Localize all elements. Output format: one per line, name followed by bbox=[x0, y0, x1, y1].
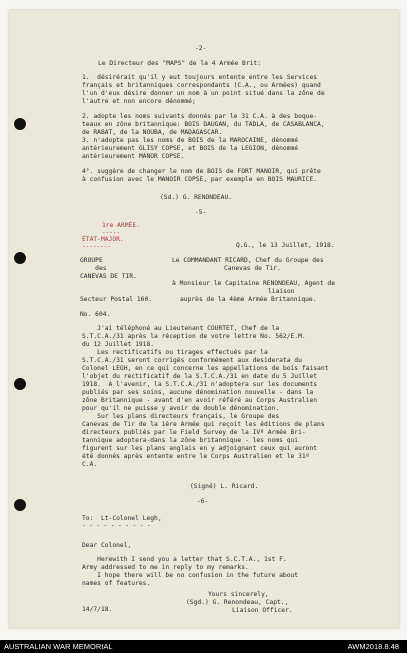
body-line: zône Britannique - avant d'en avoir référé au Corps Australien bbox=[82, 397, 318, 404]
letter-line: Army addressed to me in reply to my remarks. bbox=[82, 564, 249, 571]
body-line: tannique adoptera-dans la zône britannique - les noms qui bbox=[82, 437, 299, 444]
letter-line: names of features. bbox=[82, 580, 151, 587]
punch-hole bbox=[14, 378, 26, 390]
punch-hole bbox=[14, 118, 26, 130]
groupe-label: des bbox=[80, 265, 107, 272]
item-line: antérieurement GLISY COPSE, et BOIS de la LEGION, dénommé bbox=[82, 145, 299, 152]
footer-accession: AWM2018.8.48 bbox=[347, 642, 399, 651]
army-label: 1re ARMÉE. bbox=[102, 222, 140, 229]
body-line: Colonel LEGH, en ce qui concerne les appellations de bois faisant bbox=[82, 365, 329, 372]
body-line: pour qu'il ne puisse y avoir de double dénomination. bbox=[82, 405, 280, 412]
groupe-label: GROUPE bbox=[80, 257, 103, 264]
letter-line: I hope there will be no confusion in the future about bbox=[82, 572, 299, 579]
addressee: To: Lt-Colonel Legh, bbox=[82, 515, 162, 522]
item-line: 2. adopte les noms suivants donnés par le 31 C.A. à des boque- bbox=[82, 113, 318, 120]
punch-hole bbox=[14, 499, 26, 511]
footer-source: AUSTRALIAN WAR MEMORIAL bbox=[4, 642, 113, 651]
item-line: à confusion avec le MANOIR COPSE, par exemple en BOIS MAURICE. bbox=[82, 176, 318, 183]
page-number: -2- bbox=[195, 45, 207, 52]
underline: ----- bbox=[102, 229, 121, 236]
recipient-line: à Monsieur le Capitaine RENONDEAU, Agent de bbox=[172, 280, 336, 287]
body-line: 1918. A l'avenir, la S.T.C.A./31 n'adoptera sur les documents bbox=[82, 381, 318, 388]
sender-line: Canevas de Tir. bbox=[224, 265, 281, 272]
salutation: Dear Colonel, bbox=[82, 542, 132, 549]
groupe-label: CANEVAS DE TIR. bbox=[80, 273, 137, 280]
letter-line: Herewith I send you a letter that S.C.T.A., 1st F. bbox=[82, 556, 287, 563]
page-number: -6- bbox=[197, 498, 209, 505]
item-line: l'autre et non encore dénommé; bbox=[82, 98, 196, 105]
punch-hole bbox=[14, 252, 26, 264]
item-line: de RABAT, de la NOUBA, de MADAGASCAR. bbox=[82, 129, 223, 136]
date-line: 14/7/18. bbox=[82, 606, 113, 613]
item-line: français et britanniques correspondants (C.A., ou Armées) quand bbox=[82, 82, 321, 89]
heading: Le Directeur des "MAPS" de la 4 Armée Brit: bbox=[98, 60, 262, 67]
body-line: Les rectificatifs ou tirages effectués par la bbox=[82, 349, 268, 356]
body-line: directeurs publiés par le Field Survey de la IVº Armée Bri- bbox=[82, 429, 306, 436]
signature-line: (Sd.) G. RENONDEAU. bbox=[160, 194, 233, 201]
body-line: Canevas de Tir de la 1ère Armée qui reçoit les éditions de plans bbox=[82, 421, 325, 428]
item-line: 3. n'adopte pas les noms de BOIS de la MAROCAINE, dénommé bbox=[82, 137, 299, 144]
underline: - - - - - - - - - - bbox=[82, 522, 151, 529]
body-line: Sur les plans directeurs français, le Groupe des bbox=[82, 413, 280, 420]
item-line: teaux en zône britannique: BOIS DAUGAN, du TADLA, de CASABLANCA, bbox=[82, 121, 325, 128]
signature-line: (Sgd.) G. Renondeau, Capt., bbox=[186, 599, 289, 606]
body-line: S.T.C.A./31 après la réception de votre lettre No. 562/E.M. bbox=[82, 333, 306, 340]
signature-line: (Signé) L. Ricard. bbox=[190, 483, 259, 490]
item-line: antérieurement MANOR COPSE. bbox=[82, 153, 185, 160]
document-sheet bbox=[9, 10, 399, 628]
reference-number: No. 604. bbox=[80, 311, 111, 318]
sender-line: Le COMMANDANT RICARD, Chef du Groupe des bbox=[172, 257, 324, 264]
item-line: l'un d'eux désire donner un nom à un point situé dans la zône de bbox=[82, 90, 325, 97]
item-line: 4°. suggère de changer le nom de BOIS de FORT MANOIR, qui prête bbox=[82, 168, 321, 175]
body-line: C.A. bbox=[82, 461, 98, 468]
body-line: l'objet du rectificatif de la S.T.C.A./31 en date du 5 Juillet bbox=[82, 373, 318, 380]
body-line: été donnés après entente entre le Corps Australien et le 31º bbox=[82, 453, 310, 460]
item-line: 1. désirérait qu'il y eut toujours entente entre les Services bbox=[82, 74, 318, 81]
recipient-line: liaison bbox=[268, 288, 295, 295]
underline: -------- bbox=[82, 243, 111, 250]
body-line: J'ai téléphoné au Lieutenant COURTET, Chef de la bbox=[82, 325, 280, 332]
page-number: -5- bbox=[195, 209, 207, 216]
body-line: du 12 Juillet 1918. bbox=[82, 341, 155, 348]
footer-bar bbox=[0, 640, 407, 653]
body-line: publiés par ses soins, aucune dénomination nouvelle - dans la bbox=[82, 389, 314, 396]
closing: Yours sincerely, bbox=[208, 591, 269, 598]
signature-title: Liaison Officer. bbox=[232, 607, 293, 614]
body-line: figurent sur les plans anglais en y adjoignant ceux qui auront bbox=[82, 445, 318, 452]
sector-line: Secteur Postal 160. bbox=[80, 296, 153, 303]
body-line: S.T.C.A./31 seront corrigés conformément aux desiderata du bbox=[82, 357, 302, 364]
etat-major-label: ÉTAT-MAJOR. bbox=[82, 236, 124, 243]
recipient-line: auprès de la 4ème Armée Britannique. bbox=[180, 296, 317, 303]
date-line: Q.G., le 13 Juillet, 1918. bbox=[236, 242, 335, 249]
